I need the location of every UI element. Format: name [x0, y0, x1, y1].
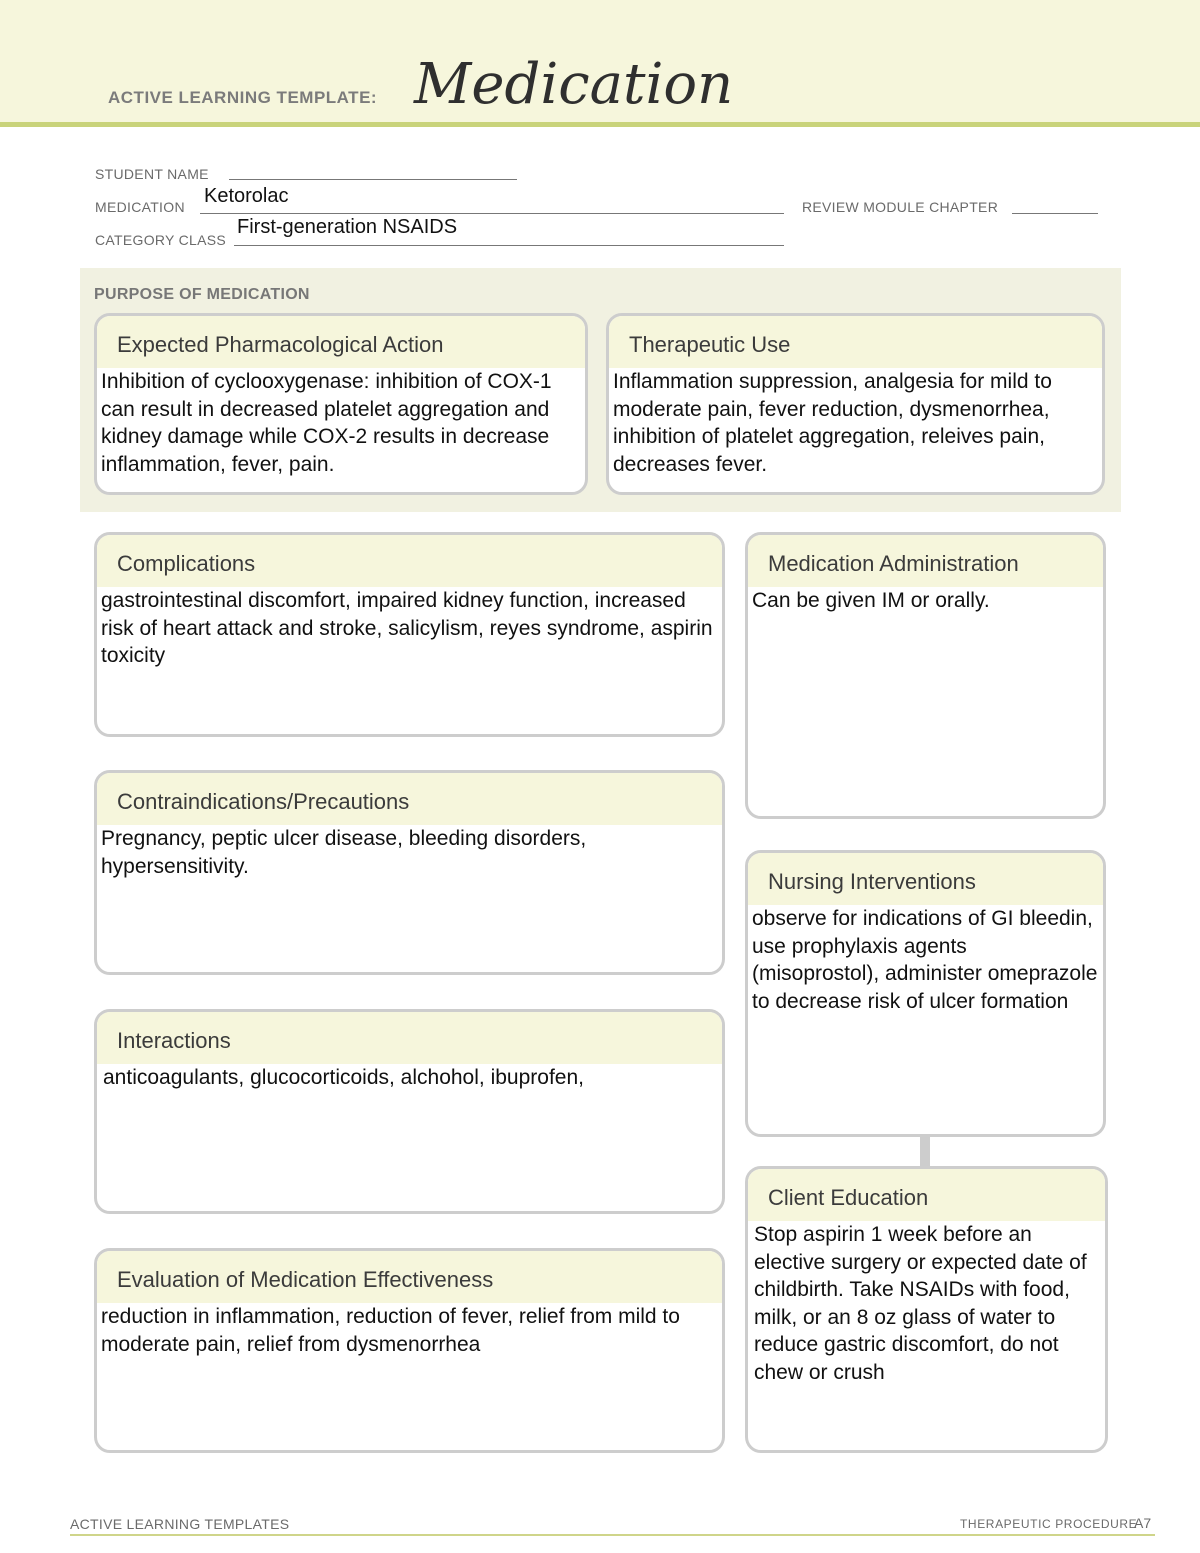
- therapeutic-use-text[interactable]: Inflammation suppression, analgesia for mild to moderate pain, fever reduction, dysmenorrhea, inhibition of platelet aggregation, releives pain, decreases fever.: [613, 370, 1052, 476]
- therapeutic-use-title: Therapeutic Use: [629, 332, 791, 357]
- complications-title: Complications: [117, 551, 256, 576]
- category-class-label: CATEGORY CLASS: [95, 232, 227, 248]
- complications-text[interactable]: gastrointestinal discomfort, impaired kidney function, increased risk of heart attack and stroke, salicylism, reyes syndrome, aspirin toxicity: [101, 589, 713, 667]
- nursing-interventions-title: Nursing Interventions: [768, 869, 976, 894]
- expected-action-text[interactable]: Inhibition of cyclooxygenase: inhibition of COX-1 can result in decreased platelet aggregation and kidney damage while COX-2 results in decrease inflammation, fever, pain.: [101, 370, 552, 476]
- medication-administration-box: [745, 532, 1106, 819]
- client-education-text[interactable]: Stop aspirin 1 week before an elective surgery or expected date of childbirth. Take NSAIDs with food, milk, or an 8 oz glass of water to reduce gastric discomfort, do not chew or crush: [754, 1223, 1087, 1384]
- complications-header: [97, 535, 722, 587]
- evaluation-box: [94, 1248, 725, 1453]
- medication-administration-header: [748, 535, 1103, 587]
- review-module-label: REVIEW MODULE CHAPTER: [802, 199, 999, 215]
- student-name-label: STUDENT NAME: [95, 166, 209, 182]
- contraindications-text[interactable]: Pregnancy, peptic ulcer disease, bleeding disorders, hypersensitivity.: [101, 827, 587, 878]
- purpose-label: PURPOSE OF MEDICATION: [94, 286, 310, 303]
- box-connector: [920, 1135, 930, 1166]
- interactions-header: [97, 1012, 722, 1064]
- interactions-text[interactable]: anticoagulants, glucocorticoids, alchohol, ibuprofen,: [103, 1066, 584, 1089]
- client-education-title: Client Education: [768, 1185, 929, 1210]
- client-education-box: [745, 1166, 1108, 1453]
- medication-value[interactable]: Ketorolac: [204, 185, 289, 207]
- footer-right: THERAPEUTIC PROCEDURE: [960, 1517, 1138, 1531]
- expected-action-header: [97, 316, 585, 368]
- interactions-title: Interactions: [117, 1028, 231, 1053]
- medication-label: MEDICATION: [95, 199, 185, 215]
- evaluation-header: [97, 1251, 722, 1303]
- contraindications-box: [94, 770, 725, 975]
- student-name-line[interactable]: [229, 178, 517, 180]
- therapeutic-use-header: [609, 316, 1102, 368]
- footer-page-number: A7: [1134, 1515, 1152, 1531]
- medication-administration-title: Medication Administration: [768, 551, 1019, 576]
- interactions-box: [94, 1009, 725, 1214]
- page-title: Medication: [414, 52, 734, 117]
- contraindications-title: Contraindications/Precautions: [117, 789, 410, 814]
- medication-administration-text[interactable]: Can be given IM or orally.: [752, 589, 990, 612]
- footer-left: ACTIVE LEARNING TEMPLATES: [70, 1516, 290, 1532]
- footer-rule: [70, 1534, 1155, 1536]
- nursing-interventions-header: [748, 853, 1103, 905]
- contraindications-header: [97, 773, 722, 825]
- therapeutic-use-box: [606, 313, 1105, 495]
- evaluation-text[interactable]: reduction in inflammation, reduction of fever, relief from mild to moderate pain, relief from dysmenorrhea: [101, 1305, 680, 1356]
- category-class-value[interactable]: First-generation NSAIDS: [237, 216, 458, 238]
- evaluation-title: Evaluation of Medication Effectiveness: [117, 1267, 494, 1292]
- review-module-line[interactable]: [1012, 212, 1098, 214]
- nursing-interventions-box: [745, 850, 1106, 1137]
- nursing-interventions-text[interactable]: observe for indications of GI bleedin, use prophylaxis agents (misoprostol), administer omeprazole to decrease risk of ulcer formation: [752, 907, 1098, 1013]
- client-education-header: [748, 1169, 1105, 1221]
- category-class-line[interactable]: [234, 244, 784, 246]
- template-label: ACTIVE LEARNING TEMPLATE:: [108, 88, 378, 107]
- expected-action-title: Expected Pharmacological Action: [117, 332, 444, 357]
- expected-action-box: [94, 313, 588, 495]
- medication-line[interactable]: [200, 212, 784, 214]
- header-rule: [0, 122, 1200, 127]
- complications-box: [94, 532, 725, 737]
